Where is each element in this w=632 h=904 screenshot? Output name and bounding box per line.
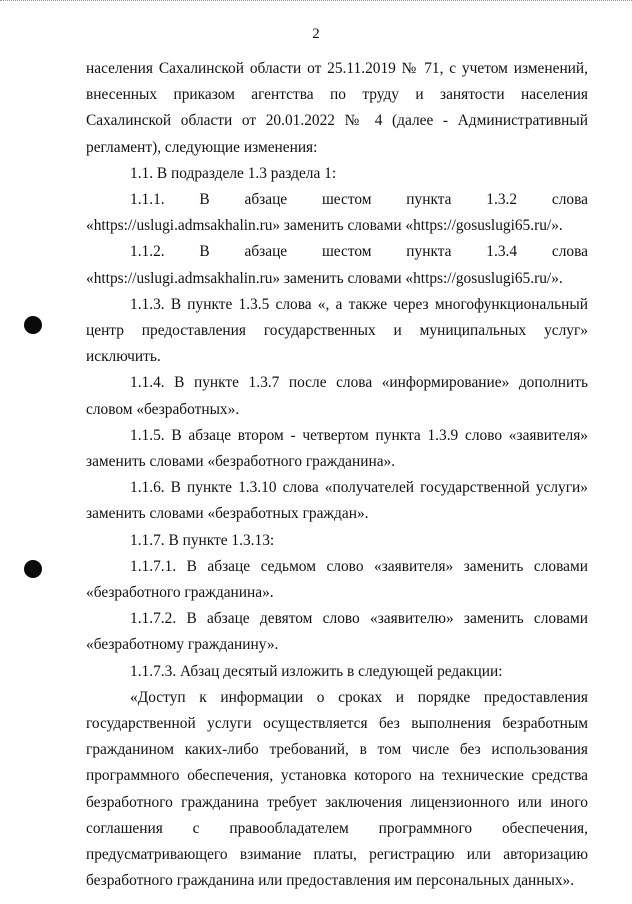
paragraph: 1.1.3. В пункте 1.3.5 слова «, а также через многофункциональный центр предоставления государственных и муниципальных услуг» исключить. (86, 295, 588, 366)
paragraph: 1.1.5. В абзаце втором - четвертом пункта 1.3.9 слово «заявителя» заменить словами «безработного гражданина». (86, 426, 588, 471)
paragraph: 1.1. В подразделе 1.3 раздела 1: (130, 164, 337, 182)
paragraph: 1.1.2. В абзаце шестом пункта 1.3.4 слова «https://uslugi.admsakhalin.ru» заменить словами «https://gosuslugi65.ru/». (86, 243, 588, 287)
quoted-paragraph: «Доступ к информации о сроках и порядке предоставления государственной услуги осуществляется без выполнения безработным гражданином каких-либо требований, в том числе без использования программного обеспечения, установка которого на технические средства безработного гражданина требует заключения лицензионного или иного соглашения с правообладателем программного обеспечения, предусматривающего взимание платы, регистрацию или авторизацию безработного гражданина или предоставления им персональных данных». (86, 688, 588, 890)
paragraph: 1.1.7.3. Абзац десятый изложить в следующей редакции: (130, 662, 503, 680)
paragraph: 1.1.4. В пункте 1.3.7 после слова «информирование» дополнить словом «безработных». (86, 374, 588, 418)
paragraph: 1.1.7.2. В абзаце девятом слово «заявителю» заменить словами «безработному гражданину». (86, 610, 588, 654)
page-number: 2 (312, 26, 320, 42)
paragraph: 1.1.1. В абзаце шестом пункта 1.3.2 слова «https://uslugi.admsakhalin.ru» заменить словами «https://gosuslugi65.ru/». (86, 191, 588, 235)
paragraph: 1.1.7. В пункте 1.3.13: (130, 531, 275, 549)
paragraph: населения Сахалинской области от 25.11.2019 № 71, с учетом изменений, внесенных приказом агентства по труду и занятости населения Сахалинской области от 20.01.2022 № 4 (далее - Административный регламент), следующие изменения: (86, 60, 588, 156)
punch-hole-upper (24, 316, 42, 334)
document-body (86, 56, 588, 895)
paragraph: 1.1.6. В пункте 1.3.10 слова «получателей государственной услуги» заменить словами «безработных граждан». (86, 479, 588, 523)
punch-hole-lower (24, 560, 42, 578)
scan-edge (0, 0, 632, 3)
paragraph: 1.1.7.1. В абзаце седьмом слово «заявителя» заменить словами «безработного гражданина». (86, 557, 588, 602)
